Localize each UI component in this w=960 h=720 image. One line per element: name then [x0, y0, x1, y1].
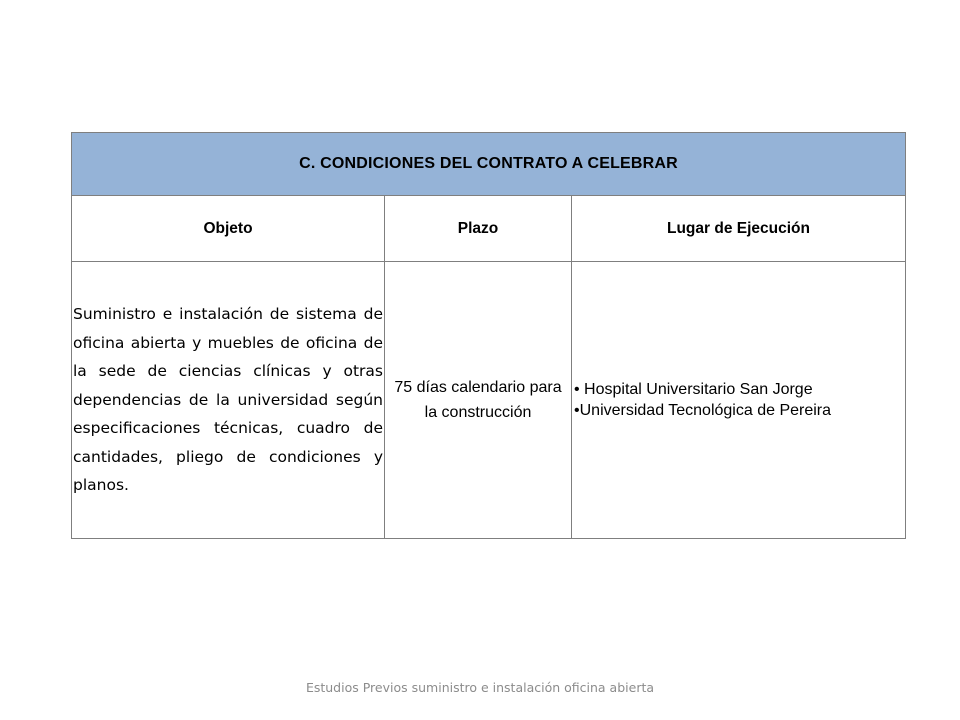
lugar-list [572, 379, 905, 421]
table-row [72, 262, 906, 539]
column-header-objeto: Objeto [72, 196, 385, 262]
column-header-lugar: Lugar de Ejecución [572, 196, 906, 262]
contract-conditions-table [71, 132, 906, 539]
objeto-description: Suministro e instalación de sistema de oficina abierta y muebles de oficina de la sede de ciencias clínicas y otras dependencias de la universidad según especificaciones técnicas, cuadro de cantidades, pliego de condiciones y planos. [73, 305, 383, 495]
lugar-item-text: Hospital Universitario San Jorge [584, 381, 813, 398]
objeto-cell [72, 262, 385, 539]
plazo-value: 75 días calendario para la construcción [394, 379, 562, 421]
list-item [574, 400, 904, 421]
list-item [574, 379, 904, 400]
table-header-row [72, 196, 906, 262]
plazo-cell [385, 262, 572, 539]
bullet-icon: • [574, 402, 580, 419]
table-title: C. CONDICIONES DEL CONTRATO A CELEBRAR [72, 133, 906, 196]
lugar-item-text: Universidad Tecnológica de Pereira [579, 402, 832, 419]
table-title-row [72, 133, 906, 196]
column-header-plazo: Plazo [385, 196, 572, 262]
lugar-cell [572, 262, 906, 539]
bullet-icon: • [574, 381, 585, 398]
footer-text: Estudios Previos suministro e instalación oficina abierta [305, 680, 655, 695]
